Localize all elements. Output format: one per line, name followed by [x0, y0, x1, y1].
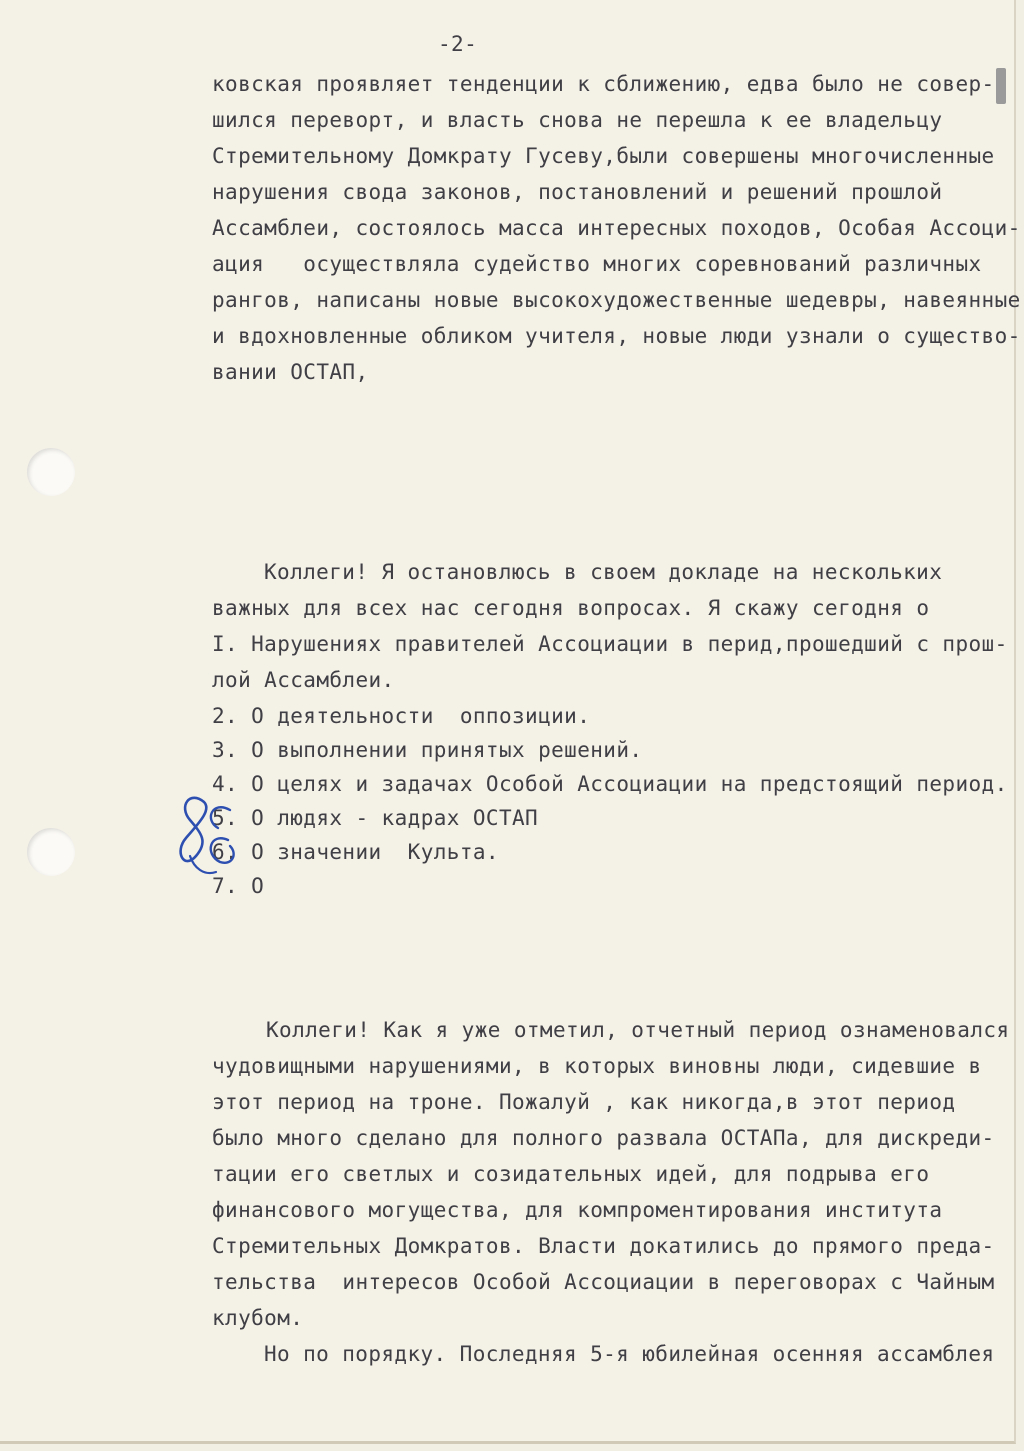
paragraph-2-line: Коллеги! Я остановлюсь в своем докладе на нескольких: [264, 560, 943, 584]
list-item: 6. О значении Культа.: [212, 840, 499, 864]
paragraph-1-line: и вдохновленные обликом учителя, новые люди узнали о существо-: [212, 324, 1021, 348]
paragraph-3-line: было много сделано для полного развала ОСТАПа, для дискреди-: [212, 1126, 995, 1150]
punch-hole-top: [27, 448, 75, 496]
paragraph-3-line: чудовищными нарушениями, в которых виновны люди, сидевшие в: [212, 1054, 982, 1078]
paragraph-1-line: вании ОСТАП,: [212, 360, 369, 384]
list-item: 2. О деятельности оппозиции.: [212, 704, 591, 728]
list-item: 3. О выполнении принятых решений.: [212, 738, 643, 762]
list-item: 7. О: [212, 874, 265, 898]
paragraph-4-line: Но по порядку. Последняя 5-я юбилейная осенняя ассамблея: [264, 1342, 995, 1366]
page-number: -2-: [438, 32, 478, 56]
paragraph-2-line: важных для всех нас сегодня вопросах. Я скажу сегодня о: [212, 596, 930, 620]
paragraph-3-line: Коллеги! Как я уже отметил, отчетный период ознаменовался: [266, 1018, 1010, 1042]
paragraph-3-line: тации его светлых и созидательных идей, для подрыва его: [212, 1162, 930, 1186]
punch-hole-bottom: [27, 828, 75, 876]
paragraph-1-line: нарушения свода законов, постановлений и решений прошлой: [212, 180, 943, 204]
paragraph-2-line: I. Нарушениях правителей Ассоциации в перид,прошедший с прош-: [212, 632, 1008, 656]
paragraph-1-line: ковская проявляет тенденции к сближению, едва было не совер-: [212, 72, 995, 96]
margin-mark: [996, 68, 1006, 104]
handwritten-annotation: [160, 780, 270, 890]
handwritten-eight-icon: [160, 780, 270, 890]
paragraph-1-line: рангов, написаны новые высокохудожественные шедевры, навеянные: [212, 288, 1021, 312]
list-item: 5. О людях - кадрах ОСТАП: [212, 806, 539, 830]
paragraph-3-line: Стремительных Домкратов. Власти докатились до прямого преда-: [212, 1234, 995, 1258]
paragraph-1-line: ация осуществляла судейство многих соревнований различных: [212, 252, 982, 276]
paragraph-1-line: Стремительному Домкрату Гусеву,были совершены многочисленные: [212, 144, 995, 168]
paragraph-2-line: лой Ассамблеи.: [212, 668, 395, 692]
paragraph-3-line: клубом.: [212, 1306, 304, 1330]
paragraph-3-line: тельства интересов Особой Ассоциации в переговорах с Чайным: [212, 1270, 995, 1294]
paragraph-1-line: Ассамблеи, состоялось масса интересных походов, Особая Ассоци-: [212, 216, 1021, 240]
paragraph-3-line: финансового могущества, для компроментирования института: [212, 1198, 943, 1222]
paragraph-1-line: шился переворт, и власть снова не перешла к ее владельцу: [212, 108, 943, 132]
paragraph-3-line: этот период на троне. Пожалуй , как никогда,в этот период: [212, 1090, 956, 1114]
list-item: 4. О целях и задачах Особой Ассоциации на предстоящий период.: [212, 772, 1008, 796]
